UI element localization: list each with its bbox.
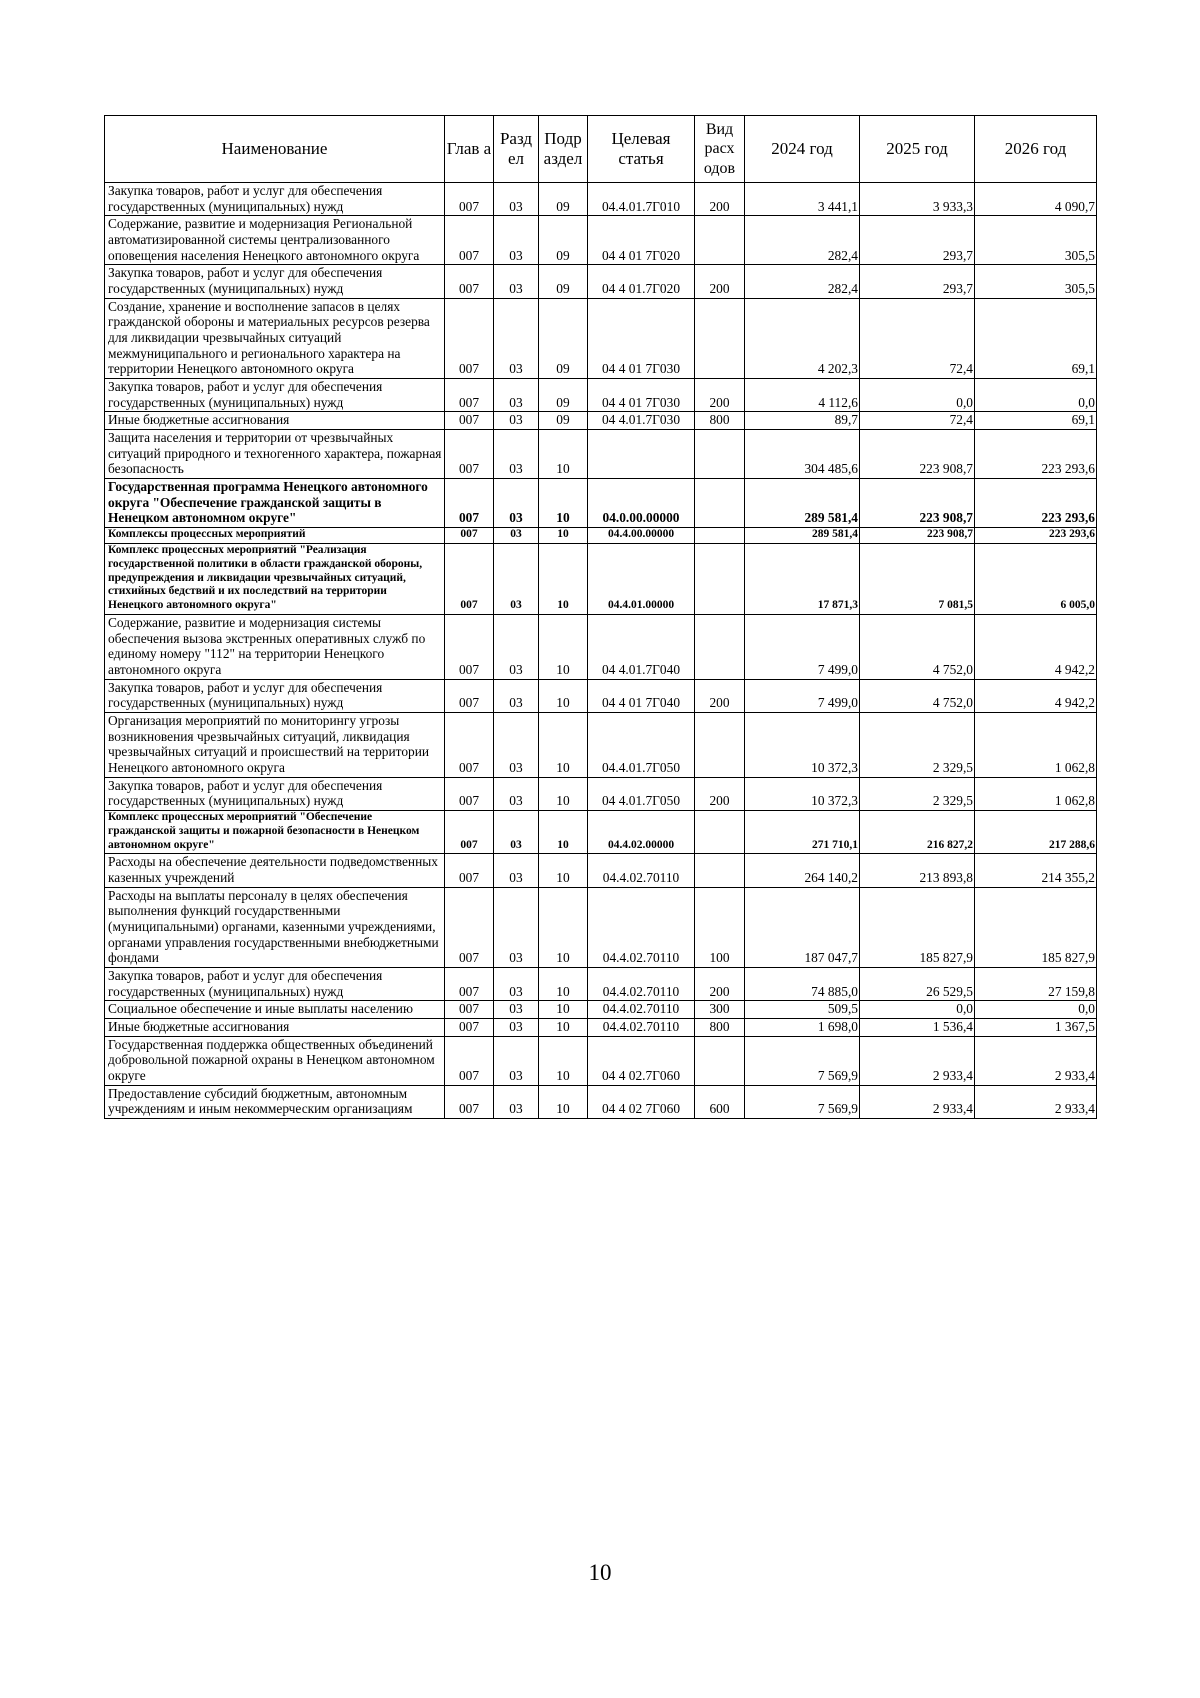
table-row bbox=[105, 430, 1097, 479]
cell-target-article: 04 4 02.7Г060 bbox=[588, 1036, 695, 1085]
cell-name: Закупка товаров, работ и услуг для обеспечения государственных (муниципальных) нужд bbox=[105, 265, 445, 298]
cell-razdel: 03 bbox=[494, 1085, 539, 1118]
cell-expense-type bbox=[695, 543, 745, 614]
cell-2024: 89,7 bbox=[745, 412, 860, 430]
table-row bbox=[105, 479, 1097, 528]
cell-razdel: 03 bbox=[494, 854, 539, 887]
cell-glava: 007 bbox=[445, 265, 494, 298]
cell-name: Организация мероприятий по мониторингу угрозы возникновения чрезвычайных ситуаций, ликвидация чрезвычайных ситуаций и происшествий на территории Ненецкого автономного округа bbox=[105, 712, 445, 777]
cell-glava: 007 bbox=[445, 614, 494, 679]
cell-name: Государственная программа Ненецкого автономного округа "Обеспечение гражданской защиты в Ненецком автономном округе" bbox=[105, 479, 445, 528]
table-row bbox=[105, 810, 1097, 853]
cell-razdel: 03 bbox=[494, 430, 539, 479]
cell-expense-type: 800 bbox=[695, 412, 745, 430]
cell-2024: 10 372,3 bbox=[745, 777, 860, 810]
cell-razdel: 03 bbox=[494, 412, 539, 430]
cell-podrazdel: 10 bbox=[539, 679, 588, 712]
cell-glava: 007 bbox=[445, 1085, 494, 1118]
table-row bbox=[105, 1036, 1097, 1085]
cell-podrazdel: 10 bbox=[539, 1036, 588, 1085]
cell-razdel: 03 bbox=[494, 968, 539, 1001]
cell-podrazdel: 09 bbox=[539, 379, 588, 412]
cell-2024: 271 710,1 bbox=[745, 810, 860, 853]
cell-2025: 185 827,9 bbox=[860, 887, 975, 967]
cell-expense-type bbox=[695, 614, 745, 679]
cell-target-article: 04 4 01 7Г030 bbox=[588, 379, 695, 412]
cell-expense-type bbox=[695, 479, 745, 528]
cell-razdel: 03 bbox=[494, 216, 539, 265]
header-glava: Глав а bbox=[445, 116, 494, 183]
cell-target-article: 04.4.02.70110 bbox=[588, 968, 695, 1001]
cell-expense-type: 200 bbox=[695, 679, 745, 712]
cell-name: Государственная поддержка общественных объединений добровольной пожарной охраны в Ненецком автономном округе bbox=[105, 1036, 445, 1085]
cell-expense-type bbox=[695, 216, 745, 265]
cell-name: Закупка товаров, работ и услуг для обеспечения государственных (муниципальных) нужд bbox=[105, 777, 445, 810]
cell-target-article: 04.4.01.00000 bbox=[588, 543, 695, 614]
table-row bbox=[105, 216, 1097, 265]
cell-2025: 216 827,2 bbox=[860, 810, 975, 853]
cell-glava: 007 bbox=[445, 479, 494, 528]
cell-name: Комплексы процессных мероприятий bbox=[105, 528, 445, 544]
cell-2025: 2 933,4 bbox=[860, 1036, 975, 1085]
cell-razdel: 03 bbox=[494, 379, 539, 412]
cell-podrazdel: 10 bbox=[539, 1001, 588, 1019]
cell-expense-type: 800 bbox=[695, 1019, 745, 1037]
cell-2026: 305,5 bbox=[975, 216, 1097, 265]
cell-2024: 10 372,3 bbox=[745, 712, 860, 777]
table-row bbox=[105, 1001, 1097, 1019]
table-body bbox=[105, 183, 1097, 1119]
cell-podrazdel: 10 bbox=[539, 543, 588, 614]
cell-expense-type: 100 bbox=[695, 887, 745, 967]
header-target-article: Целевая статья bbox=[588, 116, 695, 183]
cell-podrazdel: 10 bbox=[539, 810, 588, 853]
cell-name: Закупка товаров, работ и услуг для обеспечения государственных (муниципальных) нужд bbox=[105, 183, 445, 216]
cell-podrazdel: 10 bbox=[539, 430, 588, 479]
cell-podrazdel: 09 bbox=[539, 216, 588, 265]
cell-name: Расходы на обеспечение деятельности подведомственных казенных учреждений bbox=[105, 854, 445, 887]
cell-target-article: 04.4.01.7Г050 bbox=[588, 712, 695, 777]
cell-target-article: 04 4.01.7Г030 bbox=[588, 412, 695, 430]
cell-razdel: 03 bbox=[494, 543, 539, 614]
cell-glava: 007 bbox=[445, 1036, 494, 1085]
cell-target-article: 04.4.02.70110 bbox=[588, 1001, 695, 1019]
cell-razdel: 03 bbox=[494, 183, 539, 216]
cell-razdel: 03 bbox=[494, 712, 539, 777]
cell-expense-type bbox=[695, 712, 745, 777]
cell-expense-type: 200 bbox=[695, 379, 745, 412]
cell-glava: 007 bbox=[445, 1001, 494, 1019]
cell-name: Иные бюджетные ассигнования bbox=[105, 412, 445, 430]
header-2025: 2025 год bbox=[860, 116, 975, 183]
cell-2026: 1 062,8 bbox=[975, 777, 1097, 810]
cell-target-article: 04.4.02.70110 bbox=[588, 854, 695, 887]
cell-expense-type bbox=[695, 810, 745, 853]
cell-target-article: 04.4.02.70110 bbox=[588, 1019, 695, 1037]
cell-razdel: 03 bbox=[494, 614, 539, 679]
cell-2026: 214 355,2 bbox=[975, 854, 1097, 887]
cell-2026: 305,5 bbox=[975, 265, 1097, 298]
cell-2026: 223 293,6 bbox=[975, 528, 1097, 544]
cell-name: Комплекс процессных мероприятий "Обеспечение гражданской защиты и пожарной безопасности в Ненецком автономном округе" bbox=[105, 810, 445, 853]
table-row bbox=[105, 1085, 1097, 1118]
cell-2025: 223 908,7 bbox=[860, 528, 975, 544]
cell-expense-type: 600 bbox=[695, 1085, 745, 1118]
cell-2025: 293,7 bbox=[860, 265, 975, 298]
cell-2026: 223 293,6 bbox=[975, 430, 1097, 479]
cell-2025: 1 536,4 bbox=[860, 1019, 975, 1037]
cell-2025: 2 329,5 bbox=[860, 777, 975, 810]
cell-podrazdel: 10 bbox=[539, 1085, 588, 1118]
cell-2026: 4 942,2 bbox=[975, 614, 1097, 679]
cell-glava: 007 bbox=[445, 216, 494, 265]
cell-2024: 7 569,9 bbox=[745, 1036, 860, 1085]
cell-target-article: 04 4.01.7Г040 bbox=[588, 614, 695, 679]
header-razdel: Разд ел bbox=[494, 116, 539, 183]
cell-2024: 1 698,0 bbox=[745, 1019, 860, 1037]
table-row bbox=[105, 528, 1097, 544]
cell-podrazdel: 10 bbox=[539, 777, 588, 810]
cell-2024: 7 569,9 bbox=[745, 1085, 860, 1118]
cell-2026: 69,1 bbox=[975, 298, 1097, 378]
cell-2024: 74 885,0 bbox=[745, 968, 860, 1001]
cell-2026: 0,0 bbox=[975, 1001, 1097, 1019]
cell-2025: 2 329,5 bbox=[860, 712, 975, 777]
cell-razdel: 03 bbox=[494, 265, 539, 298]
table-row bbox=[105, 614, 1097, 679]
cell-name: Создание, хранение и восполнение запасов в целях гражданской обороны и материальных ресурсов резерва для ликвидации чрезвычайных ситуаций межмуниципального и регионального характера на территории Ненецкого автономного округа bbox=[105, 298, 445, 378]
table-row bbox=[105, 854, 1097, 887]
cell-target-article: 04.4.02.70110 bbox=[588, 887, 695, 967]
cell-podrazdel: 10 bbox=[539, 614, 588, 679]
table-row bbox=[105, 298, 1097, 378]
cell-2026: 185 827,9 bbox=[975, 887, 1097, 967]
cell-target-article: 04.0.00.00000 bbox=[588, 479, 695, 528]
cell-razdel: 03 bbox=[494, 777, 539, 810]
cell-glava: 007 bbox=[445, 854, 494, 887]
cell-2025: 0,0 bbox=[860, 1001, 975, 1019]
cell-expense-type bbox=[695, 298, 745, 378]
cell-podrazdel: 10 bbox=[539, 712, 588, 777]
cell-name: Закупка товаров, работ и услуг для обеспечения государственных (муниципальных) нужд bbox=[105, 679, 445, 712]
cell-2025: 72,4 bbox=[860, 412, 975, 430]
header-expense-type: Вид расх одов bbox=[695, 116, 745, 183]
cell-podrazdel: 09 bbox=[539, 265, 588, 298]
cell-target-article: 04.4.00.00000 bbox=[588, 528, 695, 544]
cell-2026: 217 288,6 bbox=[975, 810, 1097, 853]
cell-2024: 3 441,1 bbox=[745, 183, 860, 216]
cell-glava: 007 bbox=[445, 712, 494, 777]
cell-2024: 4 112,6 bbox=[745, 379, 860, 412]
cell-glava: 007 bbox=[445, 543, 494, 614]
cell-2024: 17 871,3 bbox=[745, 543, 860, 614]
cell-2024: 264 140,2 bbox=[745, 854, 860, 887]
cell-2024: 509,5 bbox=[745, 1001, 860, 1019]
cell-2025: 4 752,0 bbox=[860, 679, 975, 712]
cell-podrazdel: 10 bbox=[539, 887, 588, 967]
cell-2025: 4 752,0 bbox=[860, 614, 975, 679]
table-row bbox=[105, 887, 1097, 967]
cell-razdel: 03 bbox=[494, 1036, 539, 1085]
cell-podrazdel: 10 bbox=[539, 854, 588, 887]
cell-target-article: 04.4.01.7Г010 bbox=[588, 183, 695, 216]
cell-glava: 007 bbox=[445, 777, 494, 810]
cell-expense-type bbox=[695, 430, 745, 479]
cell-target-article bbox=[588, 430, 695, 479]
cell-glava: 007 bbox=[445, 412, 494, 430]
table-row bbox=[105, 265, 1097, 298]
header-2026: 2026 год bbox=[975, 116, 1097, 183]
cell-2024: 282,4 bbox=[745, 216, 860, 265]
cell-glava: 007 bbox=[445, 183, 494, 216]
cell-podrazdel: 09 bbox=[539, 298, 588, 378]
cell-expense-type bbox=[695, 528, 745, 544]
cell-razdel: 03 bbox=[494, 1019, 539, 1037]
cell-2025: 2 933,4 bbox=[860, 1085, 975, 1118]
cell-2026: 27 159,8 bbox=[975, 968, 1097, 1001]
page-number: 10 bbox=[588, 1560, 612, 1585]
cell-2025: 3 933,3 bbox=[860, 183, 975, 216]
cell-2026: 1 367,5 bbox=[975, 1019, 1097, 1037]
table-row bbox=[105, 968, 1097, 1001]
cell-name: Предоставление субсидий бюджетным, автономным учреждениям и иным некоммерческим организациям bbox=[105, 1085, 445, 1118]
header-name: Наименование bbox=[105, 116, 445, 183]
cell-2026: 4 942,2 bbox=[975, 679, 1097, 712]
table-row bbox=[105, 712, 1097, 777]
cell-target-article: 04.4.02.00000 bbox=[588, 810, 695, 853]
cell-target-article: 04 4.01.7Г050 bbox=[588, 777, 695, 810]
cell-razdel: 03 bbox=[494, 810, 539, 853]
cell-podrazdel: 10 bbox=[539, 1019, 588, 1037]
cell-2025: 7 081,5 bbox=[860, 543, 975, 614]
cell-2026: 1 062,8 bbox=[975, 712, 1097, 777]
cell-2024: 304 485,6 bbox=[745, 430, 860, 479]
cell-glava: 007 bbox=[445, 679, 494, 712]
budget-table bbox=[104, 115, 1097, 1119]
header-2024: 2024 год bbox=[745, 116, 860, 183]
cell-podrazdel: 09 bbox=[539, 183, 588, 216]
table-row bbox=[105, 543, 1097, 614]
cell-expense-type: 200 bbox=[695, 183, 745, 216]
cell-2025: 0,0 bbox=[860, 379, 975, 412]
table-row bbox=[105, 183, 1097, 216]
cell-2026: 223 293,6 bbox=[975, 479, 1097, 528]
cell-razdel: 03 bbox=[494, 528, 539, 544]
cell-expense-type bbox=[695, 854, 745, 887]
cell-glava: 007 bbox=[445, 379, 494, 412]
cell-target-article: 04 4 01.7Г020 bbox=[588, 265, 695, 298]
cell-target-article: 04 4 01 7Г030 bbox=[588, 298, 695, 378]
cell-razdel: 03 bbox=[494, 479, 539, 528]
cell-name: Комплекс процессных мероприятий "Реализация государственной политики в области гражданской обороны, предупреждения и ликвидации чрезвычайных ситуаций, стихийных бедствий и их последствий на территории Ненецкого автономного округа" bbox=[105, 543, 445, 614]
cell-expense-type bbox=[695, 1036, 745, 1085]
cell-2024: 7 499,0 bbox=[745, 614, 860, 679]
cell-2024: 187 047,7 bbox=[745, 887, 860, 967]
cell-name: Содержание, развитие и модернизация системы обеспечения вызова экстренных оперативных служб по единому номеру "112" на территории Ненецкого автономного округа bbox=[105, 614, 445, 679]
cell-2024: 282,4 bbox=[745, 265, 860, 298]
header-podrazdel: Подр аздел bbox=[539, 116, 588, 183]
table-row bbox=[105, 777, 1097, 810]
cell-2024: 289 581,4 bbox=[745, 528, 860, 544]
table-row bbox=[105, 1019, 1097, 1037]
cell-2024: 7 499,0 bbox=[745, 679, 860, 712]
cell-glava: 007 bbox=[445, 1019, 494, 1037]
cell-2026: 69,1 bbox=[975, 412, 1097, 430]
table-row bbox=[105, 379, 1097, 412]
cell-glava: 007 bbox=[445, 810, 494, 853]
cell-razdel: 03 bbox=[494, 1001, 539, 1019]
table-row bbox=[105, 679, 1097, 712]
cell-name: Иные бюджетные ассигнования bbox=[105, 1019, 445, 1037]
cell-target-article: 04 4 01 7Г040 bbox=[588, 679, 695, 712]
cell-glava: 007 bbox=[445, 298, 494, 378]
cell-2026: 0,0 bbox=[975, 379, 1097, 412]
cell-2025: 223 908,7 bbox=[860, 430, 975, 479]
cell-razdel: 03 bbox=[494, 887, 539, 967]
cell-name: Социальное обеспечение и иные выплаты населению bbox=[105, 1001, 445, 1019]
header-row bbox=[105, 116, 1097, 183]
cell-name: Расходы на выплаты персоналу в целях обеспечения выполнения функций государственными (муниципальными) органами, казенными учреждениями, органами управления государственными внебюджетными фондами bbox=[105, 887, 445, 967]
cell-2025: 72,4 bbox=[860, 298, 975, 378]
cell-expense-type: 200 bbox=[695, 265, 745, 298]
cell-2026: 2 933,4 bbox=[975, 1036, 1097, 1085]
cell-podrazdel: 10 bbox=[539, 479, 588, 528]
cell-glava: 007 bbox=[445, 887, 494, 967]
cell-2025: 26 529,5 bbox=[860, 968, 975, 1001]
cell-expense-type: 200 bbox=[695, 968, 745, 1001]
cell-expense-type: 300 bbox=[695, 1001, 745, 1019]
cell-name: Содержание, развитие и модернизация Региональной автоматизированной системы централизованного оповещения населения Ненецкого автономного округа bbox=[105, 216, 445, 265]
cell-podrazdel: 10 bbox=[539, 968, 588, 1001]
cell-2025: 223 908,7 bbox=[860, 479, 975, 528]
cell-glava: 007 bbox=[445, 528, 494, 544]
cell-name: Закупка товаров, работ и услуг для обеспечения государственных (муниципальных) нужд bbox=[105, 379, 445, 412]
cell-2026: 6 005,0 bbox=[975, 543, 1097, 614]
cell-glava: 007 bbox=[445, 430, 494, 479]
cell-2026: 2 933,4 bbox=[975, 1085, 1097, 1118]
cell-razdel: 03 bbox=[494, 679, 539, 712]
cell-2025: 213 893,8 bbox=[860, 854, 975, 887]
table-row bbox=[105, 412, 1097, 430]
cell-2024: 4 202,3 bbox=[745, 298, 860, 378]
cell-podrazdel: 09 bbox=[539, 412, 588, 430]
cell-glava: 007 bbox=[445, 968, 494, 1001]
cell-target-article: 04 4 01 7Г020 bbox=[588, 216, 695, 265]
cell-name: Закупка товаров, работ и услуг для обеспечения государственных (муниципальных) нужд bbox=[105, 968, 445, 1001]
cell-razdel: 03 bbox=[494, 298, 539, 378]
cell-name: Защита населения и территории от чрезвычайных ситуаций природного и техногенного характера, пожарная безопасность bbox=[105, 430, 445, 479]
cell-2025: 293,7 bbox=[860, 216, 975, 265]
cell-podrazdel: 10 bbox=[539, 528, 588, 544]
cell-2026: 4 090,7 bbox=[975, 183, 1097, 216]
cell-expense-type: 200 bbox=[695, 777, 745, 810]
cell-target-article: 04 4 02 7Г060 bbox=[588, 1085, 695, 1118]
cell-2024: 289 581,4 bbox=[745, 479, 860, 528]
